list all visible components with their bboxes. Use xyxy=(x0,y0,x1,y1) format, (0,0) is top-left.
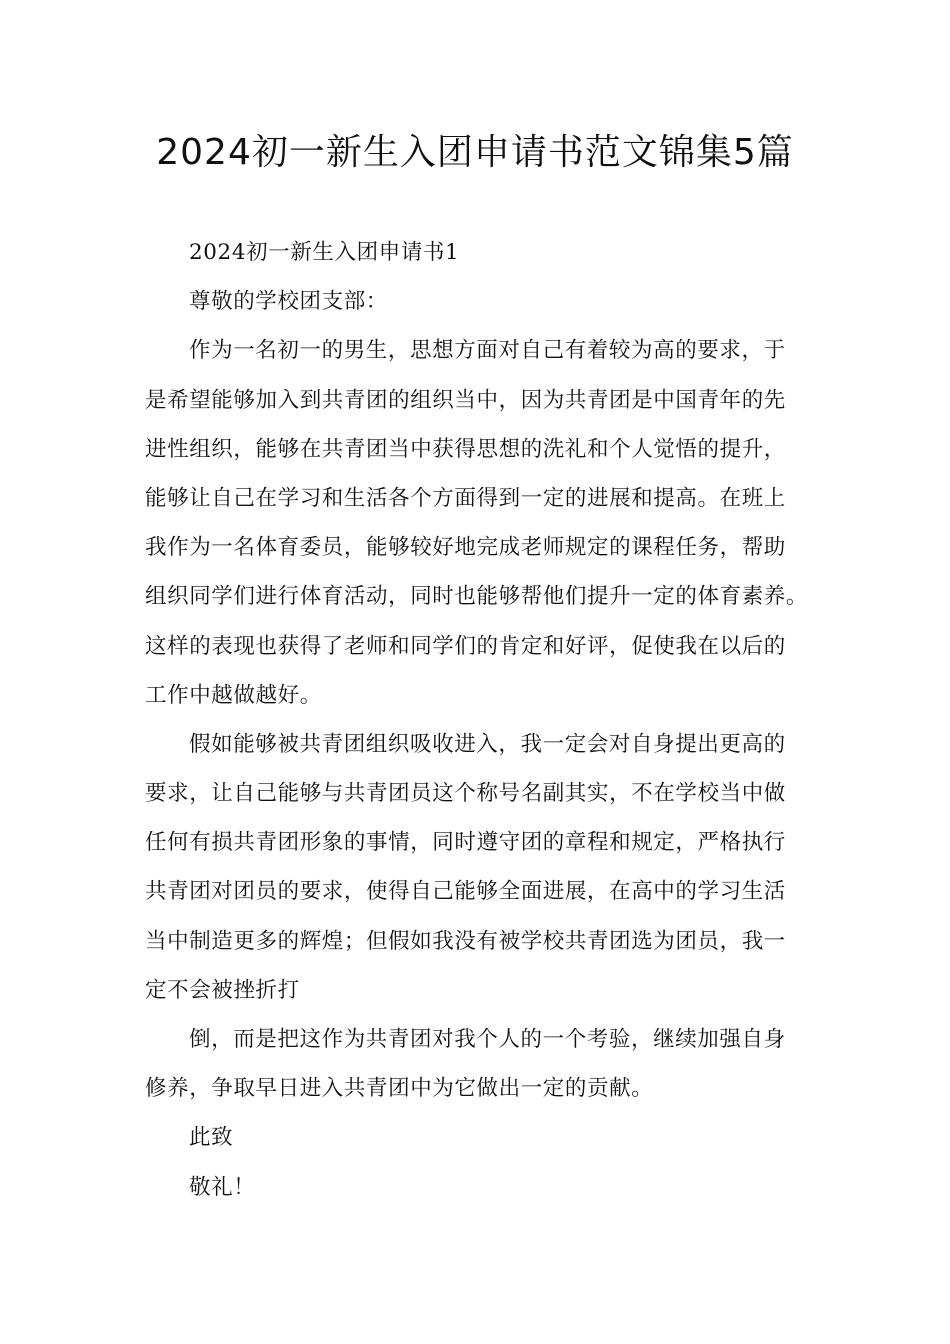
body-line: 能够让自己在学习和生活各个方面得到一定的进展和提高。在班上 xyxy=(145,485,786,511)
body-line: 我作为一名体育委员，能够较好地完成老师规定的课程任务，帮助 xyxy=(145,535,786,561)
body-line: 当中制造更多的辉煌；但假如我没有被学校共青团选为团员，我一 xyxy=(145,928,786,954)
body-line: 修养，争取早日进入共青团中为它做出一定的贡献。 xyxy=(145,1076,654,1102)
body-line: 倒，而是把这作为共青团对我个人的一个考验，继续加强自身 xyxy=(189,1027,786,1052)
body-line: 敬礼！ xyxy=(189,1174,256,1200)
body-line: 尊敬的学校团支部： xyxy=(189,289,388,315)
body-line: 是希望能够加入到共青团的组织当中，因为共青团是中国青年的先 xyxy=(145,387,786,413)
body-line: 此致 xyxy=(189,1125,234,1151)
body-line: 要求，让自己能够与共青团员这个称号名副其实，不在学校当中做 xyxy=(145,781,786,807)
body-line: 这样的表现也获得了老师和同学们的肯定和好评，促使我在以后的 xyxy=(145,633,786,659)
body-line: 任何有损共青团形象的事情，同时遵守团的章程和规定，严格执行 xyxy=(145,830,786,856)
body-line: 定不会被挫折打 xyxy=(145,977,300,1003)
body-line: 作为一名初一的男生，思想方面对自己有着较为高的要求，于 xyxy=(189,338,786,364)
body-line: 进性组织，能够在共青团当中获得思想的洗礼和个人觉悟的提升， xyxy=(145,436,786,462)
body-line: 2024初一新生入团申请书1 xyxy=(189,240,460,265)
body-line: 工作中越做越好。 xyxy=(145,682,322,708)
document-title: 2024初一新生入团申请书范文锦集5篇 xyxy=(156,132,794,173)
document-body xyxy=(145,228,825,1212)
body-line: 组织同学们进行体育活动，同时也能够帮他们提升一定的体育素养。 xyxy=(145,584,809,610)
body-line: 共青团对团员的要求，使得自己能够全面进展，在高中的学习生活 xyxy=(145,879,786,905)
body-line: 假如能够被共青团组织吸收进入，我一定会对自身提出更高的 xyxy=(189,731,786,757)
